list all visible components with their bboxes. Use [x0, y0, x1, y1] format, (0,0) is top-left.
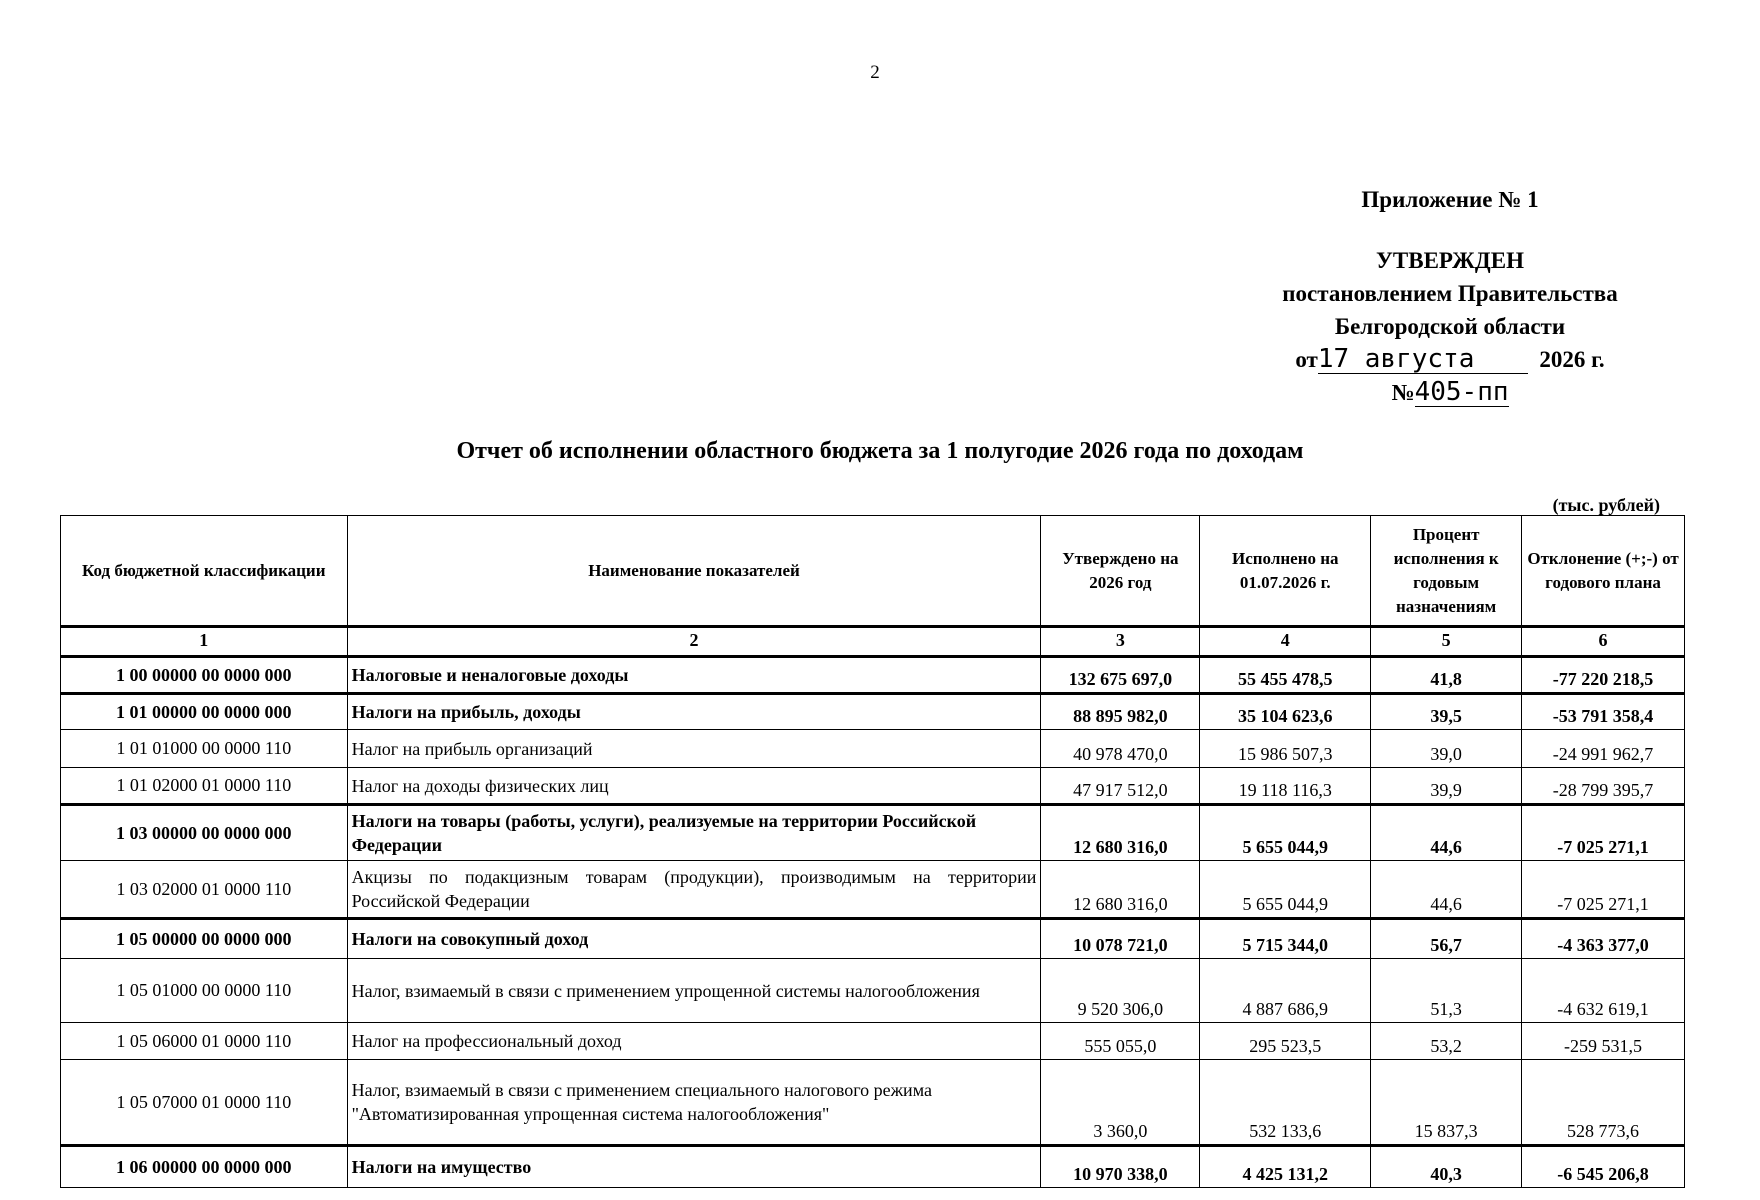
- cell-executed: 5 715 344,0: [1200, 919, 1371, 959]
- cell-name: Налоги на совокупный доход: [347, 919, 1041, 959]
- cell-approved: 9 520 306,0: [1041, 959, 1200, 1023]
- cell-percent: 39,5: [1371, 694, 1522, 730]
- cell-code: 1 05 01000 00 0000 110: [61, 959, 348, 1023]
- budget-table: [60, 515, 1685, 1188]
- table-row: [61, 861, 1685, 919]
- cell-percent: 15 837,3: [1371, 1060, 1522, 1146]
- cell-deviation: -4 632 619,1: [1522, 959, 1685, 1023]
- cell-code: 1 01 01000 00 0000 110: [61, 730, 348, 768]
- column-number: 1: [61, 627, 348, 657]
- cell-executed: 295 523,5: [1200, 1023, 1371, 1060]
- cell-percent: 56,7: [1371, 919, 1522, 959]
- cell-code: 1 00 00000 00 0000 000: [61, 657, 348, 694]
- cell-approved: 3 360,0: [1041, 1060, 1200, 1146]
- number-handwritten: 405-пп: [1414, 377, 1509, 407]
- cell-executed: 532 133,6: [1200, 1060, 1371, 1146]
- cell-name: Налог на профессиональный доход: [347, 1023, 1041, 1060]
- cell-deviation: -6 545 206,8: [1522, 1146, 1685, 1188]
- header-deviation: Отклонение (+;-) от годового плана: [1522, 516, 1685, 627]
- report-title: Отчет об исполнении областного бюджета за 1 полугодие 2026 года по доходам: [456, 438, 1304, 464]
- approval-number-line: [1240, 376, 1660, 409]
- cell-code: 1 05 07000 01 0000 110: [61, 1060, 348, 1146]
- header-row: [61, 516, 1685, 627]
- table-row: [61, 657, 1685, 694]
- table-row: [61, 959, 1685, 1023]
- approval-heading: УТВЕРЖДЕН: [1376, 248, 1524, 273]
- page-number: 2: [870, 62, 880, 83]
- table-row: [61, 768, 1685, 805]
- cell-percent: 44,6: [1371, 805, 1522, 861]
- approval-line-1: постановлением Правительства: [1282, 281, 1618, 306]
- table-row: [61, 805, 1685, 861]
- cell-code: 1 05 00000 00 0000 000: [61, 919, 348, 959]
- cell-name: Налог на доходы физических лиц: [347, 768, 1041, 805]
- cell-approved: 10 078 721,0: [1041, 919, 1200, 959]
- table-row: [61, 694, 1685, 730]
- column-number-row: [61, 627, 1685, 657]
- cell-approved: 10 970 338,0: [1041, 1146, 1200, 1188]
- cell-executed: 5 655 044,9: [1200, 805, 1371, 861]
- cell-name: Акцизы по подакцизным товарам (продукции), производимым на территории Российской Федерации: [347, 861, 1041, 919]
- cell-percent: 39,0: [1371, 730, 1522, 768]
- appendix-title: Приложение № 1: [1361, 187, 1539, 212]
- cell-approved: 12 680 316,0: [1041, 805, 1200, 861]
- approval-line-2: Белгородской области: [1334, 314, 1566, 339]
- cell-percent: 44,6: [1371, 861, 1522, 919]
- header-code: Код бюджетной классификации: [61, 516, 348, 627]
- cell-deviation: -7 025 271,1: [1522, 861, 1685, 919]
- header-name: Наименование показателей: [347, 516, 1041, 627]
- column-number: 6: [1522, 627, 1685, 657]
- cell-approved: 40 978 470,0: [1041, 730, 1200, 768]
- approval-block: [1240, 244, 1660, 409]
- cell-name: Налог, взимаемый в связи с применением упрощенной системы налогообложения: [347, 959, 1041, 1023]
- column-number: 2: [347, 627, 1041, 657]
- header-percent: Процент исполнения к годовым назначениям: [1371, 516, 1522, 627]
- cell-deviation: -28 799 395,7: [1522, 768, 1685, 805]
- cell-percent: 53,2: [1371, 1023, 1522, 1060]
- cell-deviation: -259 531,5: [1522, 1023, 1685, 1060]
- cell-percent: 41,8: [1371, 657, 1522, 694]
- table-row: [61, 730, 1685, 768]
- date-prefix: от: [1295, 347, 1318, 372]
- cell-executed: 15 986 507,3: [1200, 730, 1371, 768]
- cell-deviation: -77 220 218,5: [1522, 657, 1685, 694]
- cell-executed: 5 655 044,9: [1200, 861, 1371, 919]
- cell-approved: 132 675 697,0: [1041, 657, 1200, 694]
- cell-name: Налог на прибыль организаций: [347, 730, 1041, 768]
- cell-deviation: 528 773,6: [1522, 1060, 1685, 1146]
- cell-code: 1 03 00000 00 0000 000: [61, 805, 348, 861]
- cell-name: Налог, взимаемый в связи с применением специального налогового режима "Автоматизированная упрощенная система налогообложения": [347, 1060, 1041, 1146]
- cell-code: 1 01 00000 00 0000 000: [61, 694, 348, 730]
- cell-percent: 40,3: [1371, 1146, 1522, 1188]
- cell-executed: 4 425 131,2: [1200, 1146, 1371, 1188]
- table-row: [61, 919, 1685, 959]
- table-row: [61, 1023, 1685, 1060]
- cell-deviation: -24 991 962,7: [1522, 730, 1685, 768]
- cell-executed: 19 118 116,3: [1200, 768, 1371, 805]
- cell-deviation: -53 791 358,4: [1522, 694, 1685, 730]
- header-approved: Утверждено на 2026 год: [1041, 516, 1200, 627]
- approval-date-line: [1240, 343, 1660, 376]
- column-number: 3: [1041, 627, 1200, 657]
- date-suffix: 2026 г.: [1539, 347, 1605, 372]
- cell-approved: 88 895 982,0: [1041, 694, 1200, 730]
- cell-name: Налоги на имущество: [347, 1146, 1041, 1188]
- cell-name: Налоги на товары (работы, услуги), реализуемые на территории Российской Федерации: [347, 805, 1041, 861]
- table-row: [61, 1060, 1685, 1146]
- table-row: [61, 1146, 1685, 1188]
- cell-code: 1 01 02000 01 0000 110: [61, 768, 348, 805]
- cell-approved: 555 055,0: [1041, 1023, 1200, 1060]
- cell-name: Налоговые и неналоговые доходы: [347, 657, 1041, 694]
- cell-name: Налоги на прибыль, доходы: [347, 694, 1041, 730]
- cell-code: 1 05 06000 01 0000 110: [61, 1023, 348, 1060]
- column-number: 4: [1200, 627, 1371, 657]
- cell-percent: 51,3: [1371, 959, 1522, 1023]
- column-number: 5: [1371, 627, 1522, 657]
- cell-percent: 39,9: [1371, 768, 1522, 805]
- cell-code: 1 06 00000 00 0000 000: [61, 1146, 348, 1188]
- number-prefix: №: [1391, 380, 1415, 405]
- cell-code: 1 03 02000 01 0000 110: [61, 861, 348, 919]
- cell-executed: 4 887 686,9: [1200, 959, 1371, 1023]
- header-executed: Исполнено на 01.07.2026 г.: [1200, 516, 1371, 627]
- cell-approved: 47 917 512,0: [1041, 768, 1200, 805]
- units-label: (тыс. рублей): [1552, 495, 1660, 515]
- cell-executed: 35 104 623,6: [1200, 694, 1371, 730]
- cell-deviation: -7 025 271,1: [1522, 805, 1685, 861]
- cell-approved: 12 680 316,0: [1041, 861, 1200, 919]
- cell-executed: 55 455 478,5: [1200, 657, 1371, 694]
- date-handwritten: 17 августа: [1318, 345, 1528, 374]
- cell-deviation: -4 363 377,0: [1522, 919, 1685, 959]
